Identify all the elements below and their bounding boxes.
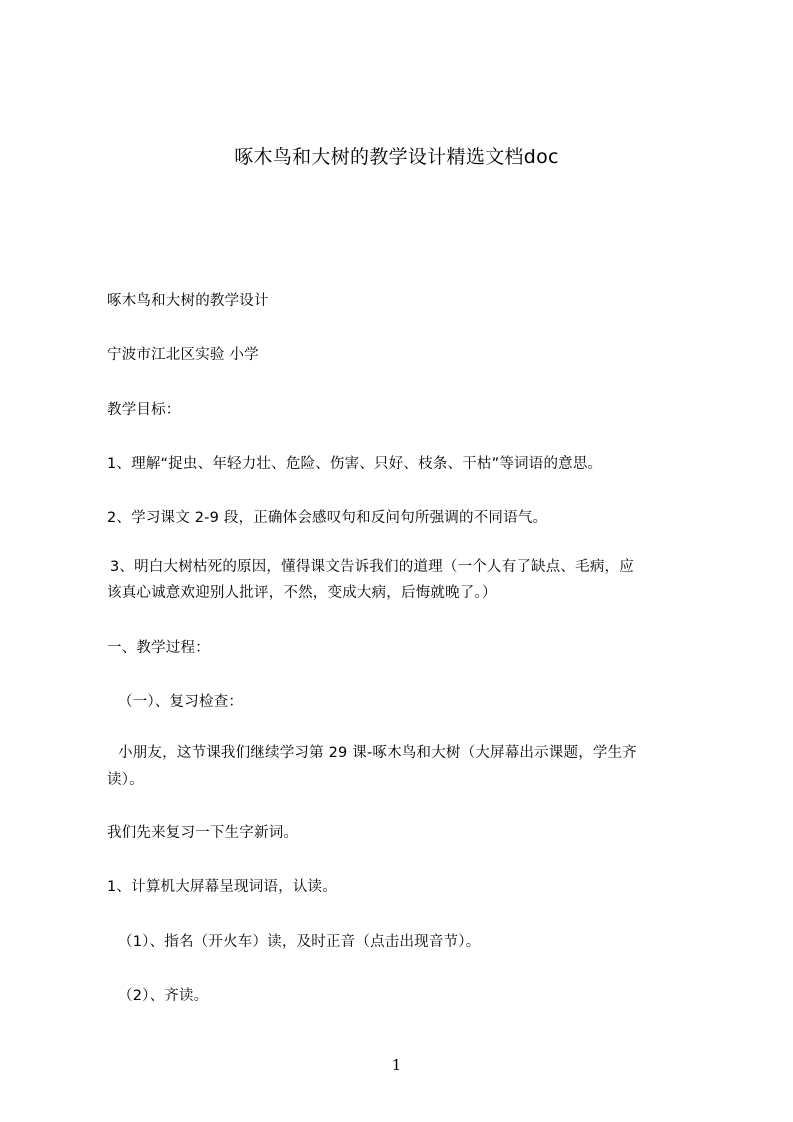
document-title: 啄木鸟和大树的教学设计精选文档doc: [234, 146, 559, 168]
step-1-sub-2: （2）、齐读。: [118, 988, 209, 1004]
process-heading: 一、教学过程：: [107, 640, 210, 656]
review-heading: （一）、复习检查：: [118, 694, 244, 710]
objective-2: 2、学习课文 2-9 段，正确体会感叹句和反问句所强调的不同语气。: [107, 510, 548, 526]
intro-line-1: 小朋友，这节课我们继续学习第 29 课-啄木鸟和大树（大屏幕出示课题，学生齐: [118, 745, 637, 761]
step-1-sub-1: （1）、指名（开火车）读，及时正音（点击出现音节）。: [118, 934, 481, 950]
objective-3-line-2: 该真心诚意欢迎别人批评，不然，变成大病，后悔就晚了。）: [107, 585, 497, 601]
page-number: 1: [391, 1056, 402, 1074]
review-words: 我们先来复习一下生字新词。: [107, 825, 299, 841]
intro-line-2: 读）。: [107, 772, 144, 788]
objective-1: 1、理解“捉虫、年轻力壮、危险、伤害、只好、枝条、干枯”等词语的意思。: [107, 456, 603, 472]
school-name: 宁波市江北区实验 小学: [107, 347, 259, 363]
lesson-heading: 啄木鸟和大树的教学设计: [107, 293, 269, 309]
step-1: 1、计算机大屏幕呈现词语，认读。: [107, 879, 337, 895]
objectives-heading: 教学目标：: [107, 402, 181, 418]
objective-3-line-1: 3、明白大树枯死的原因，懂得课文告诉我们的道理（一个人有了缺点、毛病，应: [110, 559, 634, 575]
